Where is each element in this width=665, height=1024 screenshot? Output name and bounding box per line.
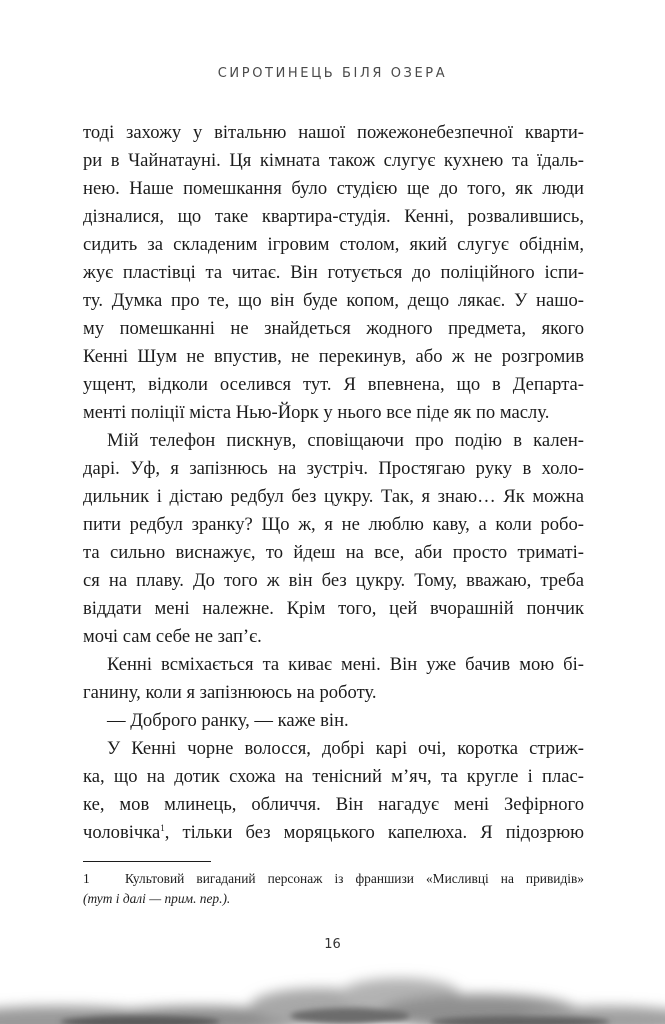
text-line: дарі. Уф, я запізнюсь на зустріч. Простягаю руку в холо- xyxy=(83,458,584,479)
text-line: сидить за складеним ігровим столом, який слугує обіднім, xyxy=(83,234,584,255)
body-text xyxy=(83,119,584,847)
text-line: жує пластівці та читає. Він готується до поліційного іспи- xyxy=(83,262,584,283)
text-line: Мій телефон пискнув, сповіщаючи про подію в кален- xyxy=(107,430,584,451)
text-line: ся на плаву. До того ж він без цукру. Тому, вважаю, треба xyxy=(83,570,584,591)
footnote-reference[interactable]: 1 xyxy=(160,823,165,833)
text-fragment: , тільки без моряцького капелюха. Я підозрюю xyxy=(164,822,584,843)
text-line: тоді захожу у вітальню нашої пожежонебезпечної кварти- xyxy=(83,122,584,143)
text-line: ка, що на дотик схожа на тенісний м’яч, та кругле і плас- xyxy=(83,766,584,787)
text-line: дізналися, що таке квартира-студія. Кенні, розвалившись, xyxy=(83,206,584,227)
text-line: ту. Думка про те, що він буде копом, дещо лякає. У нашо- xyxy=(83,290,584,311)
text-line: ганину, коли я запізнююсь на роботу. xyxy=(83,682,377,703)
text-line: дильник і дістаю редбул без цукру. Так, я знаю… Як можна xyxy=(83,486,584,507)
text-line: менті поліції міста Нью-Йорк у нього все піде як по маслу. xyxy=(83,402,550,423)
footnote-divider xyxy=(83,861,211,862)
smoke-decoration xyxy=(0,954,665,1024)
footnote-number: 1 xyxy=(83,871,90,886)
running-title: СИРОТИНЕЦЬ БІЛЯ ОЗЕРА xyxy=(217,66,448,81)
text-fragment: чоловічка xyxy=(83,822,161,843)
text-line: віддати мені належне. Крім того, цей вчорашній пончик xyxy=(83,598,584,619)
text-line: мочі сам себе не зап’є. xyxy=(83,626,262,647)
text-line: та сильно виснажує, то йдеш на все, аби просто триматі- xyxy=(83,542,584,563)
footnote-text: Культовий вигаданий персонаж із франшизи «Мисливці на привидів» xyxy=(125,871,584,886)
text-line: Кенні всміхається та киває мені. Він уже бачив мою бі- xyxy=(107,654,584,675)
text-line: — Доброго ранку, — каже він. xyxy=(107,710,349,731)
text-line: У Кенні чорне волосся, добрі карі очі, коротка стриж- xyxy=(107,738,584,759)
text-line: нею. Наше помешкання було студією ще до того, як люди xyxy=(83,178,584,199)
text-line: му помешканні не знайдеться жодного предмета, якого xyxy=(83,318,584,339)
text-line: ке, мов млинець, обличчя. Він нагадує мені Зефірного xyxy=(83,794,584,815)
text-line: ущент, відколи оселився тут. Я впевнена, що в Департа- xyxy=(83,374,584,395)
footnote xyxy=(83,869,584,909)
text-line: ри в Чайнатауні. Ця кімната також слугує кухнею та їдаль- xyxy=(83,150,584,171)
text-line: пити редбул зранку? Що ж, я не люблю каву, а коли робо- xyxy=(83,514,584,535)
page-number: 16 xyxy=(324,937,341,952)
text-line-with-footnote-ref xyxy=(83,819,584,847)
text-line: Кенні Шум не впустив, не перекинув, або ж не розгромив xyxy=(83,346,584,367)
footnote-text-continued: (тут і далі — прим. пер.). xyxy=(83,891,231,906)
